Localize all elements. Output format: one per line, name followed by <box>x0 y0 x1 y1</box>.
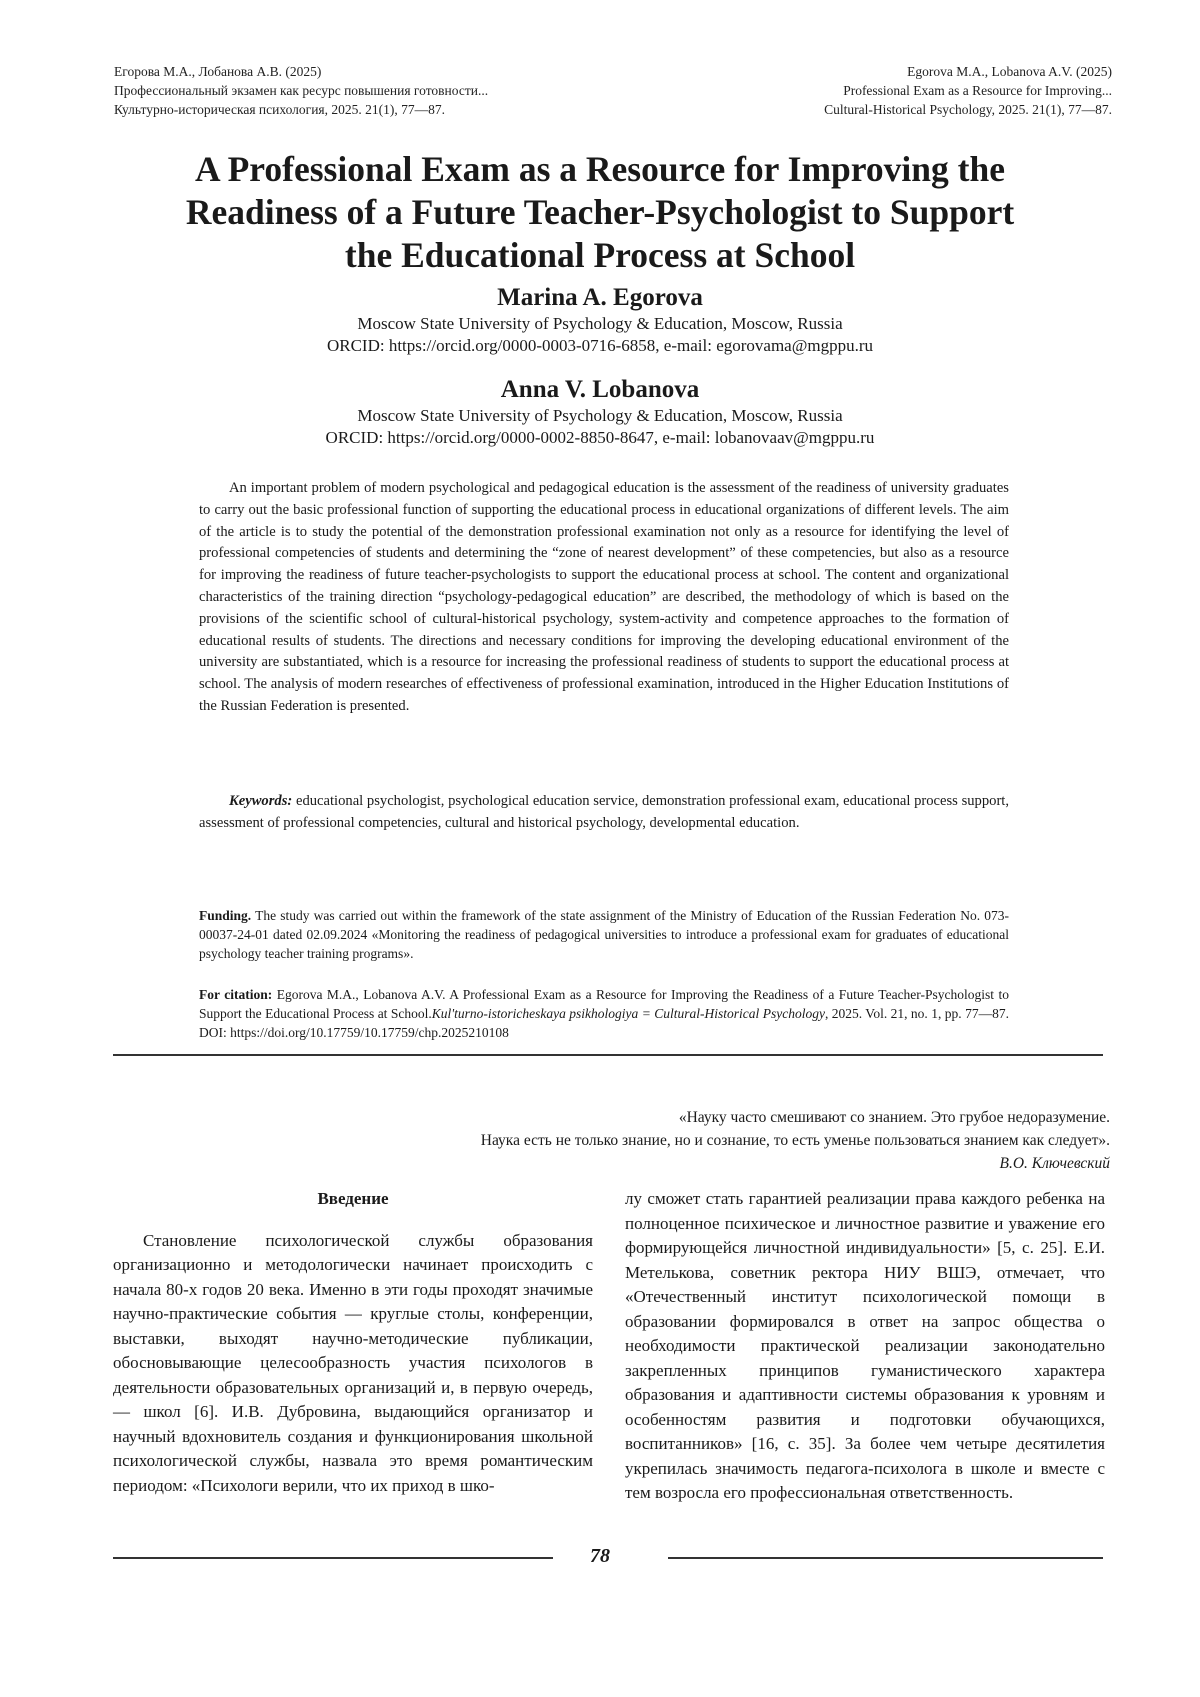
header-ru-authors: Егорова М.А., Лобанова А.В. (2025) <box>114 62 488 81</box>
funding-note <box>199 906 1009 963</box>
abstract: An important problem of modern psychological and pedagogical education is the assessment of the readiness of university graduates to carry out the basic professional function of supporting the educational process in educational organizations of different levels. The aim of the article is to study the potential of the demonstration professional examination not only as a resource for identifying the level of professional competencies of students and determining the “zone of nearest development” of these competencies, but also as a resource for improving the readiness of future teacher-psychologists to support the educational process at school. The content and organizational characteristics of the training direction “psychology-pedagogical education” are described, the methodology of which is based on the provisions of the scientific school of cultural-historical psychology, system-activity and competence approaches to the formation of educational results of students. The directions and necessary conditions for improving the developing educational environment of the university are substantiated, which is a resource for increasing the professional readiness of students to support the educational process at school. The analysis of modern researches of effectiveness of professional examination, introduced in the Higher Education Institutions of the Russian Federation is presented. <box>199 478 1009 718</box>
funding-label: Funding. <box>199 908 251 923</box>
citation-label: For citation: <box>199 987 272 1002</box>
header-ru-journal: Культурно-историческая психология, 2025. 21(1), 77—87. <box>114 100 488 119</box>
epigraph-line-2: Наука есть не только знание, но и сознание, то есть уменье пользоваться знанием как следует». <box>210 1129 1110 1152</box>
author-affiliation: Moscow State University of Psychology & Education, Moscow, Russia <box>100 313 1100 335</box>
page-number: 78 <box>0 1545 1200 1568</box>
author-orcid: ORCID: https://orcid.org/0000-0003-0716-6858, e-mail: egorovama@mgppu.ru <box>100 335 1100 357</box>
body-paragraph-continued: лу сможет стать гарантией реализации права каждого ребенка на полноценное психическое и личностное развитие и уважение его формирующейся личностной индивидуальности» [5, с. 25]. Е.И. Метелькова, советник ректора НИУ ВШЭ, отмечает, что «Отечественный институт психологической помощи в образовании формировался в ответ на запрос общества о необходимости практической реализации законодательно закрепленных принципов гуманистического характера образования и адаптивности системы образования к уровням и особенностям развития и подготовки обучающихся, воспитанников» [16, с. 35]. За более чем четыре десятилетия укрепилась значимость педагога-психолога в школе и вместе с тем возросла его профессиональная ответственность. <box>625 1187 1105 1506</box>
title-line-1: A Professional Exam as a Resource for Improving the <box>100 148 1100 191</box>
author-name: Anna V. Lobanova <box>100 375 1100 405</box>
citation-tail: , 2025. Vol. 21, no. 1, pp. 77—87. DOI: https://doi.org/10.17759/10.17759/chp.2025210108 <box>199 1006 1009 1040</box>
running-header-ru <box>114 62 488 119</box>
body-column-left <box>113 1187 593 1498</box>
section-divider <box>113 1054 1103 1056</box>
author-name: Marina A. Egorova <box>100 283 1100 313</box>
citation-journal: Kul'turno-istoricheskaya psikhologiya = Cultural-Historical Psychology <box>432 1006 825 1021</box>
author-orcid: ORCID: https://orcid.org/0000-0002-8850-8647, e-mail: lobanovaav@mgppu.ru <box>100 427 1100 449</box>
citation-note <box>199 985 1009 1042</box>
keywords-label: Keywords: <box>229 793 292 809</box>
epigraph <box>210 1106 1110 1175</box>
author-block-2 <box>100 375 1100 449</box>
title-line-3: the Educational Process at School <box>100 234 1100 277</box>
body-column-right <box>625 1187 1105 1506</box>
header-en-journal: Cultural-Historical Psychology, 2025. 21(1), 77—87. <box>824 100 1112 119</box>
epigraph-line-1: «Науку часто смешивают со знанием. Это грубое недоразумение. <box>210 1106 1110 1129</box>
epigraph-author: В.О. Ключевский <box>210 1152 1110 1175</box>
header-ru-title: Профессиональный экзамен как ресурс повышения готовности... <box>114 81 488 100</box>
author-block-1 <box>100 283 1100 357</box>
funding-text: The study was carried out within the framework of the state assignment of the Ministry of Education of the Russian Federation No. 073-00037-24-01 dated 02.09.2024 «Monitoring the readiness of pedagogical universities to introduce a professional exam for graduates of educational psychology teacher training programs». <box>199 908 1009 961</box>
running-header-en <box>824 62 1112 119</box>
article-title <box>100 148 1100 277</box>
citation-text: Egorova M.A., Lobanova A.V. A Professional Exam as a Resource for Improving the Readiness of a Future Teacher-Psychologist to Support the Educational Process at School. <box>199 987 1009 1021</box>
header-en-title: Professional Exam as a Resource for Improving... <box>824 81 1112 100</box>
author-affiliation: Moscow State University of Psychology & Education, Moscow, Russia <box>100 405 1100 427</box>
section-heading: Введение <box>113 1187 593 1212</box>
keywords <box>199 790 1009 834</box>
header-en-authors: Egorova M.A., Lobanova A.V. (2025) <box>824 62 1112 81</box>
keywords-text: educational psychologist, psychological education service, demonstration professional exam, educational process support, assessment of professional competencies, cultural and historical psychology, developmental education. <box>199 793 1009 831</box>
body-paragraph: Становление психологической службы образования организационно и методологически начинает происходить с начала 80-х годов 20 века. Именно в эти годы проходят значимые научно-практические события — круглые столы, конференции, выставки, выходят научно-методические публикации, обосновывающие целесообразность участия психологов в деятельности образовательных организаций и, в первую очередь, — школ [6]. И.В. Дубровина, выдающийся организатор и научный вдохновитель создания и функционирования школьной психологической службы, назвала это время романтическим периодом: «Психологи верили, что их приход в шко- <box>113 1229 593 1499</box>
title-line-2: Readiness of a Future Teacher-Psychologist to Support <box>100 191 1100 234</box>
